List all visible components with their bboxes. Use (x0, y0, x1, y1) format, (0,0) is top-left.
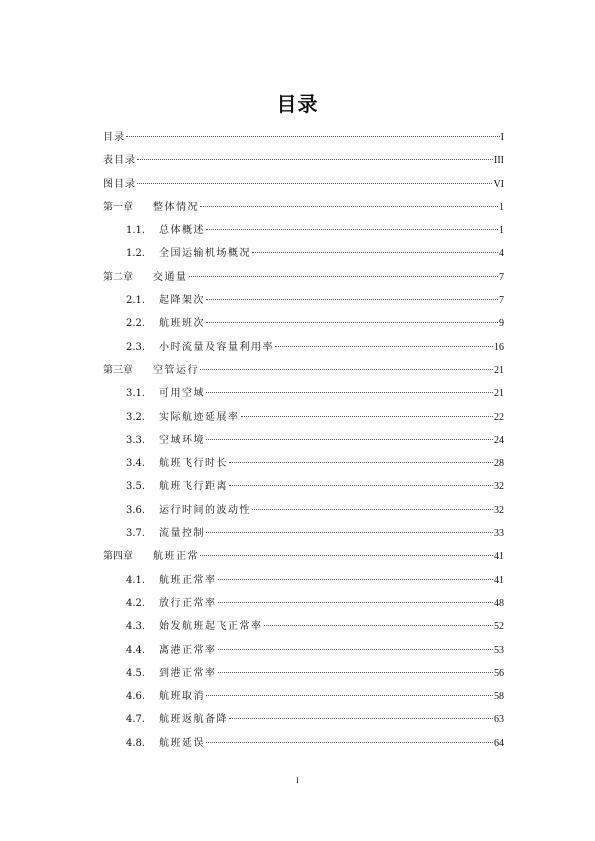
toc-entry[interactable] (103, 289, 504, 312)
dot-leader (275, 346, 493, 347)
toc-entry-page-number: 56 (494, 667, 504, 679)
toc-entry-page-number: 32 (494, 481, 504, 493)
toc-entry-number: 4.5. (126, 667, 146, 679)
dot-leader (126, 136, 500, 137)
dot-leader (137, 183, 492, 184)
dot-leader (200, 555, 493, 556)
toc-entry-number: 4.4. (126, 644, 146, 656)
dot-leader (218, 672, 494, 673)
toc-entry-number: 3.1. (126, 388, 146, 400)
dot-leader (206, 322, 498, 323)
dot-leader (206, 742, 493, 743)
toc-entry-number: 2.1. (126, 295, 146, 307)
toc-entry-number: 第一章 (103, 201, 133, 213)
toc-entry[interactable] (103, 592, 504, 615)
dot-leader (229, 485, 493, 486)
toc-entry-title: 图目录 (103, 178, 136, 190)
toc-entry-page-number: 4 (499, 248, 504, 260)
toc-entry[interactable] (103, 475, 504, 498)
toc-entry-title: 航班正常 (153, 551, 199, 563)
dot-leader (200, 206, 498, 207)
toc-entry[interactable] (103, 242, 504, 265)
toc-entry-number: 1.1. (126, 225, 146, 237)
toc-entry[interactable] (103, 685, 504, 708)
toc-entry-number: 3.6. (126, 504, 146, 516)
toc-entry-page-number: 16 (494, 341, 504, 353)
toc-entry[interactable] (103, 336, 504, 359)
toc-entry[interactable] (103, 266, 504, 289)
dot-leader (218, 649, 494, 650)
toc-entry-page-number: 1 (499, 201, 504, 213)
toc-entry-page-number: III (494, 155, 504, 167)
toc-entry-page-number: 41 (494, 574, 504, 586)
dot-leader (206, 299, 498, 300)
toc-entry[interactable] (103, 219, 504, 242)
toc-entry-title: 航班返航备降 (159, 714, 228, 726)
toc-entry-page-number: 21 (494, 388, 504, 400)
dot-leader (252, 252, 498, 253)
toc-entry[interactable] (103, 173, 504, 196)
toc-entry-page-number: 52 (494, 621, 504, 633)
toc-entry-title: 起降架次 (159, 295, 205, 307)
toc-entry-title: 小时流量及容量利用率 (159, 341, 274, 353)
toc-entry-title: 航班正常率 (159, 574, 217, 586)
toc-entry-title: 表目录 (103, 155, 136, 167)
toc-entry-title: 到港正常率 (159, 667, 217, 679)
table-of-contents (103, 126, 504, 755)
toc-entry-title: 航班飞行时长 (159, 458, 228, 470)
toc-entry-page-number: 28 (494, 458, 504, 470)
toc-entry-number: 3.4. (126, 458, 146, 470)
dot-leader (206, 532, 493, 533)
toc-entry-title: 实际航迹延展率 (159, 411, 240, 423)
toc-entry-number: 4.7. (126, 714, 146, 726)
toc-entry-page-number: 64 (494, 737, 504, 749)
toc-entry-page-number: 48 (494, 597, 504, 609)
toc-entry-page-number: 32 (494, 504, 504, 516)
dot-leader (189, 276, 499, 277)
dot-leader (229, 718, 493, 719)
toc-entry[interactable] (103, 499, 504, 522)
toc-entry[interactable] (103, 429, 504, 452)
dot-leader (241, 416, 494, 417)
toc-entry-page-number: 58 (494, 691, 504, 703)
toc-entry-page-number: 24 (494, 434, 504, 446)
dot-leader (252, 509, 493, 510)
toc-entry-number: 3.2. (126, 411, 146, 423)
toc-entry[interactable] (103, 406, 504, 429)
toc-entry-number: 4.6. (126, 691, 146, 703)
dot-leader (137, 159, 493, 160)
toc-entry-number: 4.3. (126, 621, 146, 633)
toc-entry-page-number: 1 (499, 225, 504, 237)
toc-entry-number: 3.3. (126, 434, 146, 446)
dot-leader (206, 229, 498, 230)
toc-entry-title: 流量控制 (159, 528, 205, 540)
toc-entry-page-number: I (500, 132, 504, 143)
toc-entry-number: 3.5. (126, 481, 146, 493)
toc-entry[interactable] (103, 149, 504, 172)
toc-entry-number: 4.1. (126, 574, 146, 586)
toc-entry-page-number: 7 (499, 295, 504, 307)
dot-leader (200, 369, 493, 370)
toc-entry[interactable] (103, 569, 504, 592)
toc-entry-number: 3.7. (126, 528, 146, 540)
toc-entry[interactable] (103, 662, 504, 685)
toc-entry-title: 整体情况 (153, 201, 199, 213)
toc-entry-title: 放行正常率 (159, 597, 217, 609)
dot-leader (206, 695, 493, 696)
toc-entry[interactable] (103, 359, 504, 382)
toc-entry-title: 航班飞行距离 (159, 481, 228, 493)
toc-entry-title: 始发航班起飞正常率 (159, 621, 263, 633)
toc-entry-title: 离港正常率 (159, 644, 217, 656)
dot-leader (229, 462, 493, 463)
toc-entry-number: 1.2. (126, 248, 146, 260)
toc-entry-number: 第二章 (103, 271, 133, 283)
toc-entry-page-number: 33 (494, 528, 504, 540)
toc-entry-number: 第三章 (103, 364, 133, 376)
dot-leader (206, 439, 493, 440)
toc-entry-page-number: 21 (494, 364, 504, 376)
toc-entry[interactable] (103, 708, 504, 731)
toc-entry-title: 航班延误 (159, 737, 205, 749)
toc-entry-page-number: 53 (494, 644, 504, 656)
toc-entry-page-number: 7 (499, 271, 504, 283)
toc-entry[interactable] (103, 452, 504, 475)
toc-entry-title: 交通量 (153, 271, 188, 283)
toc-entry-page-number: 63 (494, 714, 504, 726)
toc-entry-title: 目录 (103, 132, 125, 143)
toc-entry-number: 4.8. (126, 737, 146, 749)
toc-entry-title: 运行时间的波动性 (159, 504, 251, 516)
dot-leader (206, 392, 493, 393)
toc-entry[interactable] (103, 545, 504, 568)
page-number-footer: I (296, 776, 299, 785)
toc-entry-page-number: 41 (494, 551, 504, 563)
toc-entry-title: 可用空域 (159, 388, 205, 400)
toc-entry[interactable] (103, 732, 504, 755)
toc-entry-page-number: 9 (499, 318, 504, 330)
toc-entry-title: 总体概述 (159, 225, 205, 237)
toc-entry-page-number: 22 (494, 411, 504, 423)
toc-entry[interactable] (103, 522, 504, 545)
dot-leader (264, 625, 494, 626)
toc-entry[interactable] (103, 382, 504, 405)
toc-entry[interactable] (103, 639, 504, 662)
dot-leader (218, 602, 494, 603)
toc-entry-number: 4.2. (126, 597, 146, 609)
toc-entry-title: 航班取消 (159, 691, 205, 703)
toc-entry-number: 2.3. (126, 341, 146, 353)
toc-entry-title: 空管运行 (153, 364, 199, 376)
toc-entry[interactable] (103, 615, 504, 638)
toc-entry-title: 全国运输机场概况 (159, 248, 251, 260)
toc-entry[interactable] (103, 196, 504, 219)
toc-entry-number: 2.2. (126, 318, 146, 330)
toc-entry-title: 空域环境 (159, 434, 205, 446)
dot-leader (218, 579, 494, 580)
toc-entry[interactable] (103, 126, 504, 149)
toc-entry-title: 航班班次 (159, 318, 205, 330)
page-title: 目录 (276, 92, 319, 116)
toc-entry-number: 第四章 (103, 551, 133, 563)
toc-entry-page-number: VI (493, 178, 504, 190)
toc-entry[interactable] (103, 312, 504, 335)
